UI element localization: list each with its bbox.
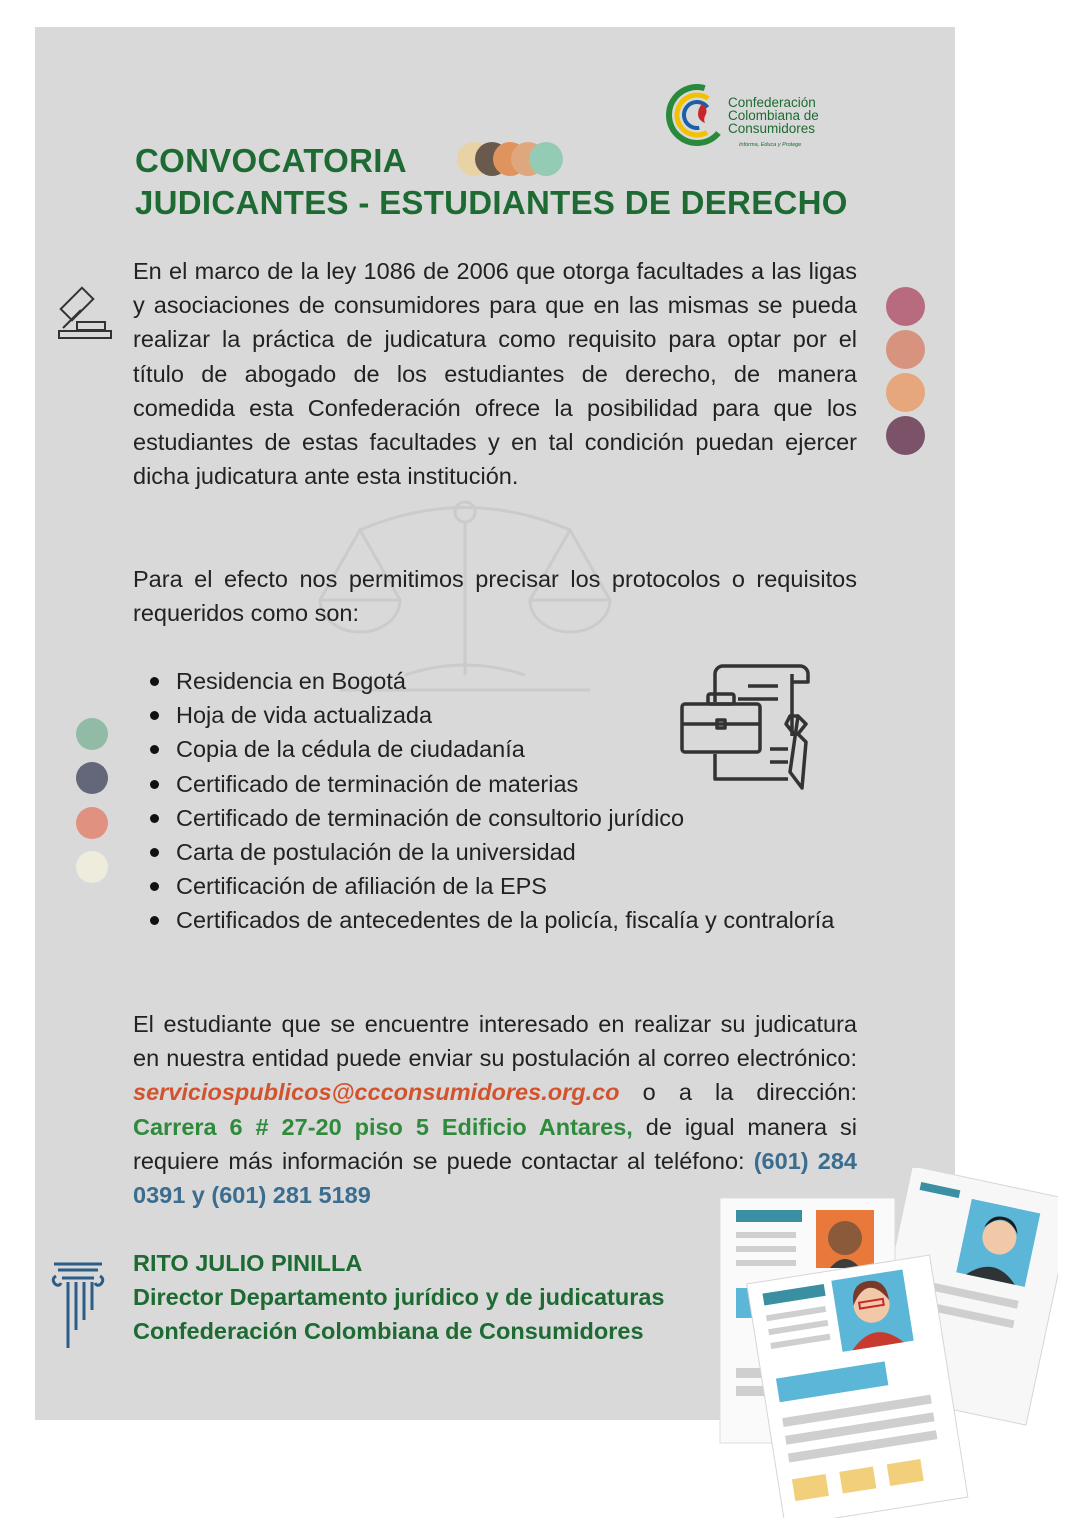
confederacion-logo-icon [666, 84, 728, 146]
briefcase-document-icon [678, 654, 818, 794]
right-dot-1 [886, 287, 925, 326]
left-dot-3 [76, 807, 108, 839]
right-dot-4 [886, 416, 925, 455]
list-item: Copia de la cédula de ciudadanía [133, 732, 857, 766]
intro-paragraph: En el marco de la ley 1086 de 2006 que otorga facultades a las ligas y asociaciones de consumidores para que en las mismas se pueda realizar la práctica de judicatura como requisito para optar por el título de abogado de los estudiantes de derecho, de manera comedida esta Confederación ofrece la posibilidad para que los estudiantes de estas facultades y en tal condición puedan ejercer dicha judicatura ante esta institución. [133, 258, 857, 490]
address-text: Carrera 6 # 27-20 piso 5 Edificio Antares, [133, 1113, 633, 1140]
right-dot-3 [886, 373, 925, 412]
list-item: Carta de postulación de la universidad [133, 835, 857, 869]
protocols-intro: Para el efecto nos permitimos precisar los protocolos o requisitos requeridos como son: [133, 566, 857, 627]
left-dot-1 [76, 718, 108, 750]
list-item: Residencia en Bogotá [133, 664, 857, 698]
logo-wordmark [728, 96, 819, 135]
logo-tagline: Informa, Educa y Protege [739, 142, 802, 148]
list-item: Hoja de vida actualizada [133, 698, 857, 732]
gavel-icon [55, 285, 115, 343]
right-dot-2 [886, 330, 925, 369]
left-dot-4 [76, 851, 108, 883]
contact-text-1: El estudiante que se encuentre interesado en realizar su judicatura en nuestra entidad puede enviar su postulación al correo electrónico: [133, 1011, 857, 1072]
list-item: Certificado de terminación de materias [133, 767, 857, 801]
logo-line-3: Consumidores [728, 121, 816, 136]
list-item: Certificados de antecedentes de la policía, fiscalía y contraloría [133, 903, 857, 937]
logo-line-1: Confederación [728, 95, 816, 110]
signature-org: Confederación Colombiana de Consumidores [133, 1318, 644, 1344]
contact-text-3: de igual manera si requiere más información se puede contactar al teléfono: [133, 1113, 857, 1174]
email-link[interactable]: serviciospublicos@ccconsumidores.org.co [133, 1079, 620, 1106]
list-item: Certificado de terminación de consultorio jurídico [133, 801, 857, 835]
signature-role: Director Departamento jurídico y de judicaturas [133, 1284, 665, 1310]
title-line-1: CONVOCATORIA [135, 142, 407, 179]
column-pillar-icon [50, 1260, 106, 1352]
list-item: Certificación de afiliación de la EPS [133, 869, 857, 903]
logo-line-2: Colombiana de [728, 108, 819, 123]
resume-documents-illustration [718, 1168, 1058, 1518]
title-line-2: JUDICANTES - ESTUDIANTES DE DERECHO [135, 184, 848, 221]
phone-numbers[interactable]: (601) 284 0391 y (601) 281 5189 [133, 1147, 857, 1209]
title-dot-5 [529, 142, 563, 176]
contact-text-2: o a la dirección: [619, 1079, 857, 1106]
signature-name: RITO JULIO PINILLA [133, 1250, 363, 1276]
left-dot-2 [76, 762, 108, 794]
